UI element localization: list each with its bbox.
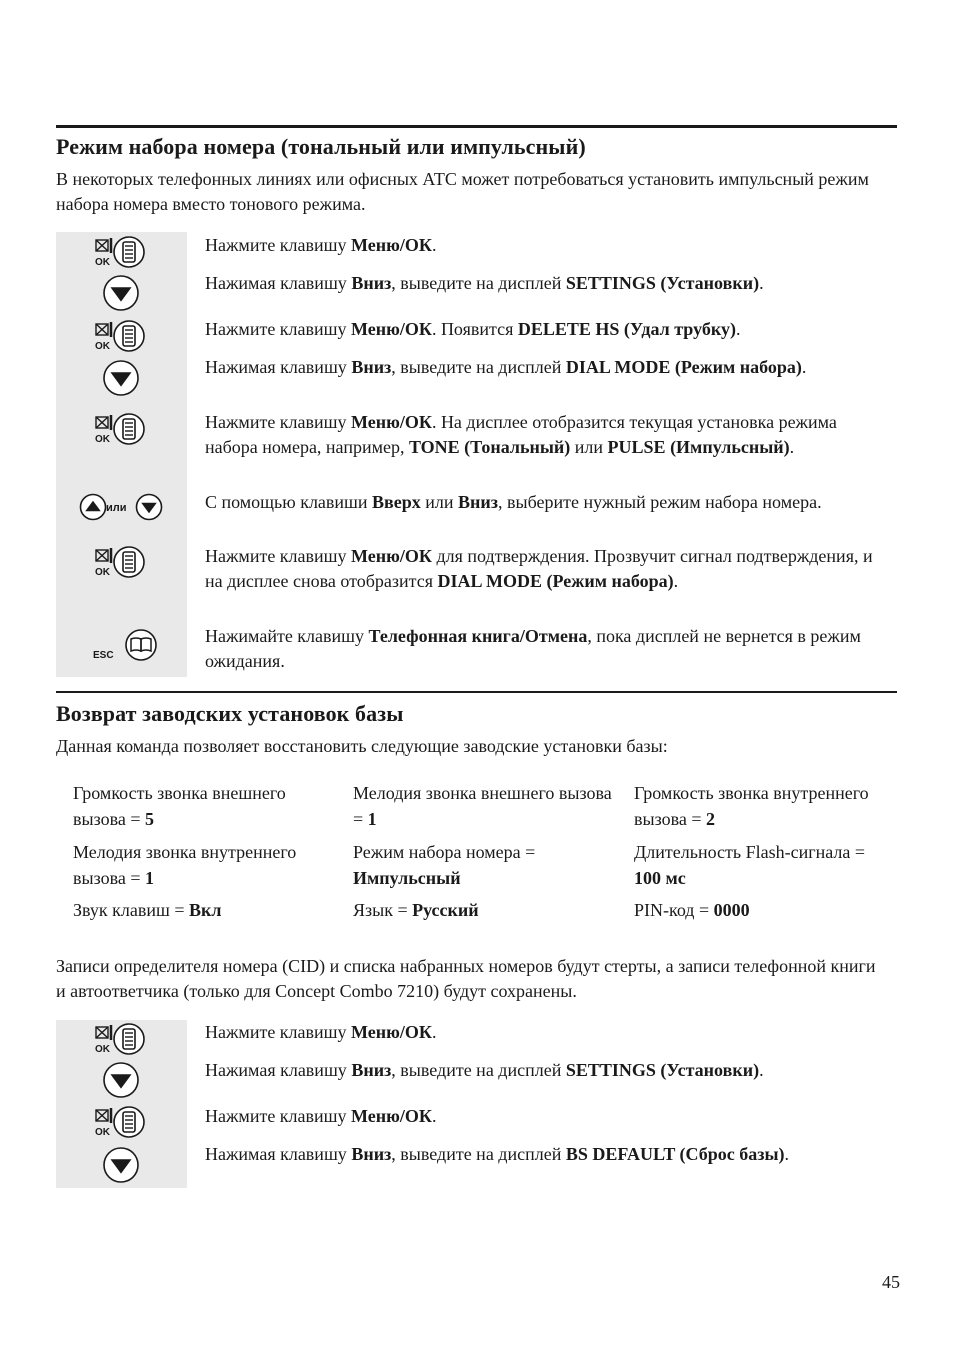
section1-step-4 [205,355,885,380]
step-keyword: PULSE (Импульсный) [607,437,790,457]
step-text: . [673,571,679,591]
section1-step-8 [205,624,885,674]
default-setting-label: Язык = [353,900,413,920]
step-text: Нажимая клавишу [205,357,352,377]
step-text: . Появится [431,319,518,339]
default-setting-1 [73,780,333,832]
step-text: Нажмите клавишу [205,1106,352,1126]
step-text: Нажмите клавишу [205,1022,352,1042]
section-rule-middle [56,691,897,693]
default-setting-label: PIN-код = [634,900,714,920]
menu-ok-key-icon [94,545,148,584]
step-keyword: Вверх [372,492,421,512]
step-text: . [784,1144,790,1164]
step-text: Нажимая клавишу [205,273,352,293]
step-keyword: DELETE HS (Удал трубку) [517,319,736,339]
section2-step-3 [205,1104,885,1129]
step-keyword: Меню/ОК [351,319,432,339]
step-keyword: BS DEFAULT (Сброс базы) [565,1144,785,1164]
step-keyword: Вниз [351,1060,392,1080]
default-setting-6 [634,839,884,891]
step-text: , выведите на дисплей [391,1144,566,1164]
default-setting-8 [353,897,613,923]
default-setting-label: Мелодия звонка внешнего вызова = [353,783,612,829]
step-text: , выведите на дисплей [391,357,566,377]
down-arrow-key-icon [102,274,140,317]
step-text: Нажмите клавишу [205,235,352,255]
step-text: . [735,319,741,339]
step-text: Нажмите клавишу [205,319,352,339]
section2-step-4 [205,1142,885,1167]
default-setting-value: 1 [367,809,377,829]
step-keyword: Вниз [351,1144,392,1164]
step-text: . [431,1022,437,1042]
step-text: . [759,1060,764,1080]
step-text: С помощью клавиши [205,492,373,512]
section-rule-top [56,125,897,128]
default-setting-label: Мелодия звонка внутреннего вызова = [73,842,297,888]
step-text: . [431,1106,437,1126]
step-keyword: TONE (Тональный) [408,437,571,457]
section1-title: Режим набора номера (тональный или импульсный) [56,134,586,159]
section1-step-1 [205,233,885,258]
default-setting-2 [353,780,613,832]
section1-intro: В некоторых телефонных линиях или офисных АТС может потребоваться установить импульсный режим набора номера вместо тонового режима. [56,169,869,214]
section1-step-3 [205,317,885,342]
step-text: . [431,235,437,255]
section2-step-1 [205,1020,885,1045]
default-setting-value: 100 мс [634,868,686,888]
step-keyword: Меню/ОК [351,1022,432,1042]
step-text: Нажимая клавишу [205,1144,352,1164]
default-setting-label: Звук клавиш = [73,900,190,920]
step-keyword: SETTINGS (Установки) [565,273,760,293]
step-text: для подтверждения. Прозвучит сигнал подтверждения, и на дисплее снова отобразится [205,546,873,591]
step-text: . На дисплее отобразится текущая установка режима набора номера, например, [205,412,837,457]
section1-step-6 [205,490,885,515]
default-setting-value: 0000 [713,900,750,920]
default-setting-label: Режим набора номера = [353,842,536,862]
step-text: , выведите на дисплей [391,1060,566,1080]
step-keyword: Меню/ОК [351,235,432,255]
section2-note: Записи определителя номера (CID) и списка набранных номеров будут стерты, а записи телефонной книги и автоответчика (только для Concept Combo 7210) будут сохранены. [56,956,876,1001]
menu-ok-key-icon [94,412,148,451]
step-text: Нажимая клавишу [205,1060,352,1080]
menu-ok-key-icon [94,1022,148,1061]
step-keyword: Вниз [351,357,392,377]
default-setting-label: Громкость звонка внутреннего вызова = [634,783,869,829]
default-setting-label: Громкость звонка внешнего вызова = [73,783,286,829]
svg-text:OK: OK [95,1044,110,1055]
page-number: 45 [882,1272,900,1292]
step-keyword: Меню/ОК [351,412,432,432]
step-text: , выведите на дисплей [391,273,566,293]
default-setting-value: Импульсный [353,868,461,888]
step-keyword: DIAL MODE (Режим набора) [565,357,802,377]
step-text: Нажмите клавишу [205,412,352,432]
step-keyword: Вниз [458,492,499,512]
step-text: . [759,273,764,293]
menu-ok-key-icon [94,235,148,274]
step-text: Нажимайте клавишу [205,626,369,646]
esc-phonebook-key-icon [91,628,159,667]
section2-title: Возврат заводских установок базы [56,701,404,726]
step-keyword: Телефонная книга/Отмена [368,626,588,646]
menu-ok-key-icon [94,1105,148,1144]
step-text: . [801,357,807,377]
step-keyword: Вниз [351,273,392,293]
step-text: или [420,492,459,512]
step-text: Нажмите клавишу [205,546,352,566]
default-setting-value: Вкл [189,900,222,920]
default-setting-9 [634,897,884,923]
default-setting-value: 1 [145,868,154,888]
section1-step-2 [205,271,885,296]
step-keyword: Меню/ОК [351,546,432,566]
step-text: , выберите нужный режим набора номера. [498,492,822,512]
default-setting-3 [634,780,884,832]
section1-step-7 [205,544,885,594]
default-setting-5 [353,839,613,891]
step-keyword: SETTINGS (Установки) [565,1060,760,1080]
section1-step-5 [205,410,885,460]
down-arrow-key-icon [102,1146,140,1189]
default-setting-value: 2 [706,809,715,829]
menu-ok-key-icon [94,319,148,358]
svg-text:или: или [106,502,127,514]
up-or-down-key-icon [79,491,165,528]
section2-intro: Данная команда позволяет восстановить следующие заводские установки базы: [56,736,668,756]
svg-text:OK: OK [95,567,110,578]
svg-text:OK: OK [95,434,110,445]
step-text: , пока дисплей не вернется в режим ожидания. [205,626,861,671]
section2-step-2 [205,1058,885,1083]
svg-text:OK: OK [95,1127,110,1138]
step-text: или [570,437,608,457]
svg-text:OK: OK [95,257,110,268]
svg-text:ESC: ESC [93,650,114,661]
default-setting-label: Длительность Flash-сигнала = [634,842,865,862]
down-arrow-key-icon [102,359,140,402]
default-setting-7 [73,897,333,923]
default-setting-value: 5 [145,809,154,829]
default-setting-4 [73,839,333,891]
svg-text:OK: OK [95,341,110,352]
step-text: . [789,437,795,457]
step-keyword: DIAL MODE (Режим набора) [437,571,674,591]
down-arrow-key-icon [102,1061,140,1104]
default-setting-value: Русский [412,900,479,920]
step-keyword: Меню/ОК [351,1106,432,1126]
